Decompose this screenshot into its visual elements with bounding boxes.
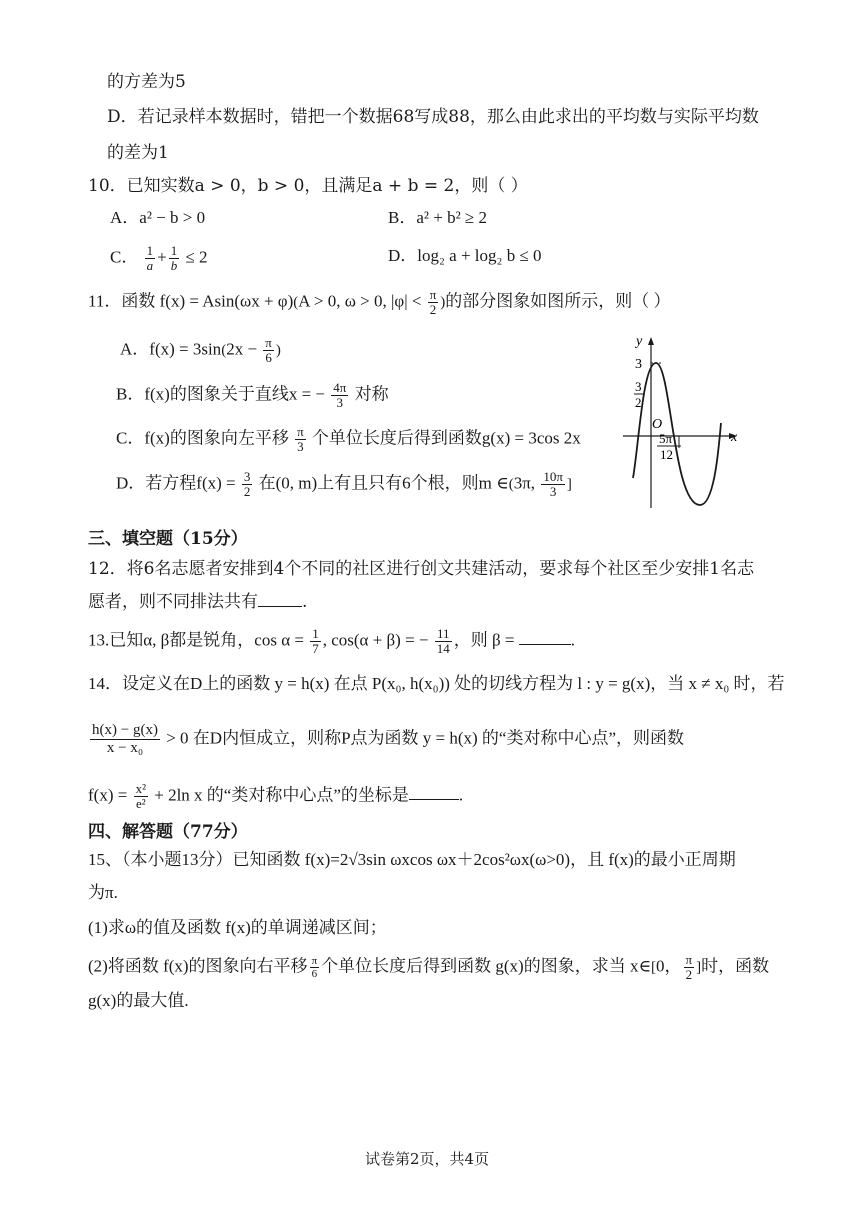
tick-5pi-12-den: 12 [660, 447, 673, 462]
q15-p2-mid: 个单位长度后得到函数 g(x)的图象，求当 x∈ [321, 956, 652, 976]
q15-line2: 为π. [88, 883, 118, 902]
x-axis-label: x [731, 430, 738, 445]
q14-line3-pre: f(x) = [88, 785, 128, 805]
section-3-heading: 三、填空题（15分） [88, 529, 248, 549]
q15-part2-cont: g(x)的最大值. [88, 991, 189, 1010]
bracket: ] [696, 959, 702, 976]
frac-den: a [146, 258, 154, 273]
q13-post: ，则 β = [453, 630, 515, 650]
answer-blank [409, 799, 459, 800]
q14-line2-post: > 0 在D内恒成立，则称P点为函数 y = h(x) 的“类对称中心点”，则函数 [166, 728, 685, 748]
frac-num: x² [135, 781, 146, 796]
q11-stem-pre: 11．函数 f(x) = Asin(ωx + φ) [88, 291, 294, 311]
q15-p2-frac2 [684, 953, 695, 982]
bracket: ( [508, 476, 514, 493]
tick-5pi-12-num: 5π [659, 431, 673, 446]
q11-frac-pi-2 [428, 288, 439, 317]
frac-num: π [429, 287, 437, 302]
frac-num: π [311, 955, 318, 967]
q11-a-arg: 2x − [226, 339, 258, 359]
frac-num: 11 [435, 627, 452, 642]
frac-den: 6 [265, 350, 272, 365]
answer-blank [258, 606, 302, 607]
q10-c-tail: ≤ 2 [185, 247, 208, 267]
q11-b-frac [331, 381, 348, 410]
tick-3: 3 [635, 357, 642, 372]
q15-p2-post: 时，函数 [701, 956, 770, 976]
answer-blank [519, 644, 571, 645]
q11-c-post: 个单位长度后得到函数g(x) = 3cos 2x [311, 428, 581, 448]
paren: ( [293, 294, 299, 311]
q14-line3: f(x) = $\frac{\text{x²}}{\text{e²}}$ + 2ln x 的“类对称中心点”的坐标是 . [88, 781, 464, 811]
q9-option-d: D．若记录样本数据时，错把一个数据68写成88，那么由此求出的平均数与实际平均数 [107, 107, 759, 127]
frac-num: 1 [170, 243, 178, 258]
q13-frac1 [310, 627, 321, 656]
q15-line1: 15、（本小题13分）已知函数 f(x)=2√3sin ωxcos ωx＋2cos²ωx(ω>0)，且 f(x)的最小正周期 [88, 850, 736, 869]
paren: ( [221, 342, 227, 359]
bracket: [ [651, 959, 657, 976]
sine-curve [633, 363, 721, 505]
q14-line3-post: + 2ln x 的“类对称中心点”的坐标是 [154, 785, 409, 805]
frac-den: 3 [549, 484, 557, 499]
frac-num: π [685, 952, 693, 967]
q11-a-pre: A．f(x) = 3sin [120, 339, 222, 359]
q9d-continuation: 的方差为5 [107, 72, 186, 92]
frac-num: 1 [312, 626, 319, 641]
q11-stem-cond: A > 0, ω > 0, |φ| < [298, 291, 422, 311]
q10-c-label: C． [110, 247, 139, 267]
tick-3-2-num: 3 [635, 379, 642, 394]
origin-label: O [652, 417, 663, 432]
frac-den: 2 [243, 484, 251, 499]
q14-line3-frac [134, 782, 148, 811]
q11-c-frac [295, 425, 306, 454]
frac-den: 3 [336, 395, 344, 410]
q12-line1: 12．将6名志愿者安排到4个不同的社区进行创文共建活动，要求每个社区至少安排1名志 [88, 559, 755, 579]
q11-d-pre: D．若方程f(x) = [116, 473, 236, 493]
frac-den: 7 [312, 641, 319, 656]
q15-p2-pre: (2)将函数 f(x)的图象向右平移 [88, 956, 308, 976]
q12-text: 愿者，则不同排法共有 [88, 592, 258, 612]
frac-num: 1 [146, 243, 154, 258]
frac-den: 2 [429, 302, 437, 317]
q12-line2: 愿者，则不同排法共有 . [88, 592, 308, 612]
q10-option-a: A．a² − b > 0 [110, 208, 206, 227]
frac-den: 2 [685, 967, 693, 982]
frac-num: 10π [543, 469, 563, 484]
q11-stem-post: 的部分图象如图所示，则（ ） [445, 291, 671, 311]
y-axis-arrow [648, 337, 654, 345]
q11-d-interval: 3π, [513, 473, 536, 493]
q11-b-pre: B．f(x)的图象关于直线x = − [116, 384, 325, 404]
q10-option-b: B．a² + b² ≥ 2 [388, 208, 487, 227]
section-4-heading: 四、解答题（77分） [88, 822, 248, 842]
q10-c-frac-b [169, 244, 180, 273]
q11-c-pre: C．f(x)的图象向左平移 [116, 428, 289, 448]
tick-3-2-den: 2 [635, 395, 642, 410]
sine-graph [615, 333, 775, 513]
y-axis-label: y [636, 334, 643, 349]
paren: ) [275, 342, 281, 359]
q11-option-c [116, 425, 581, 454]
q11-stem [88, 288, 671, 317]
frac-den: 3 [297, 439, 304, 454]
q14-frac [90, 722, 160, 757]
bracket: ] [566, 476, 572, 493]
frac-den: b [170, 258, 178, 273]
q11-a-frac [263, 336, 274, 365]
frac-num: π [265, 335, 272, 350]
q11-option-d [116, 470, 572, 499]
q13-mid: , cos(α + β) = − [322, 630, 429, 650]
q14-line2 [88, 722, 684, 757]
q15-p2-interval: 0， [656, 956, 682, 976]
frac-num: 4π [333, 380, 347, 395]
q15-p2-frac [310, 955, 320, 980]
q11-option-b [116, 381, 389, 410]
q10-stem: 10．已知实数a > 0，b > 0，且满足a + b = 2，则（ ） [88, 176, 528, 196]
frac-den: e² [135, 796, 146, 811]
q11-d-frac [242, 470, 253, 499]
frac-den: x − x₀ [106, 740, 144, 756]
q11-b-post: 对称 [354, 384, 389, 404]
q11-d-mid: 在(0, m)上有且只有6个根，则m ∈ [258, 473, 509, 493]
paren: ) [440, 294, 446, 311]
q10-option-c: C． $\frac{1}{a}$ + $\frac{1}{b}$ ≤ 2 [110, 243, 208, 273]
frac-num: 3 [243, 469, 251, 484]
q13-pre: 13.已知α, β都是锐角，cos α = [88, 630, 304, 650]
q10-c-frac-a [145, 244, 156, 273]
frac-den: 14 [436, 641, 450, 656]
q13-frac2 [435, 627, 452, 656]
page-footer: 试卷第2页，共4页 [365, 1150, 490, 1168]
q9-option-d-cont: 的差为1 [107, 143, 169, 163]
q15-part1: (1)求ω的值及函数 f(x)的单调递减区间； [88, 918, 387, 937]
q14-line1: 14．设定义在D上的函数 y = h(x) 在点 P(x₀, h(x₀)) 处的切线方程为 l : y = g(x)，当 x ≠ x₀ 时，若 [88, 674, 785, 693]
q11-option-a [120, 336, 281, 365]
q13: 13.已知α, β都是锐角，cos α = $\frac{1}{7}$ , cos(α + β) = − $\frac{11}{14}$ ，则 β = . [88, 626, 576, 656]
q11-d-frac2 [541, 470, 565, 499]
frac-num: h(x) − g(x) [92, 722, 158, 738]
q10-option-d: D．log₂ a + log₂ b ≤ 0 [388, 246, 542, 265]
frac-den: 6 [311, 968, 318, 980]
frac-num: π [297, 424, 304, 439]
q15-part2 [88, 953, 769, 982]
